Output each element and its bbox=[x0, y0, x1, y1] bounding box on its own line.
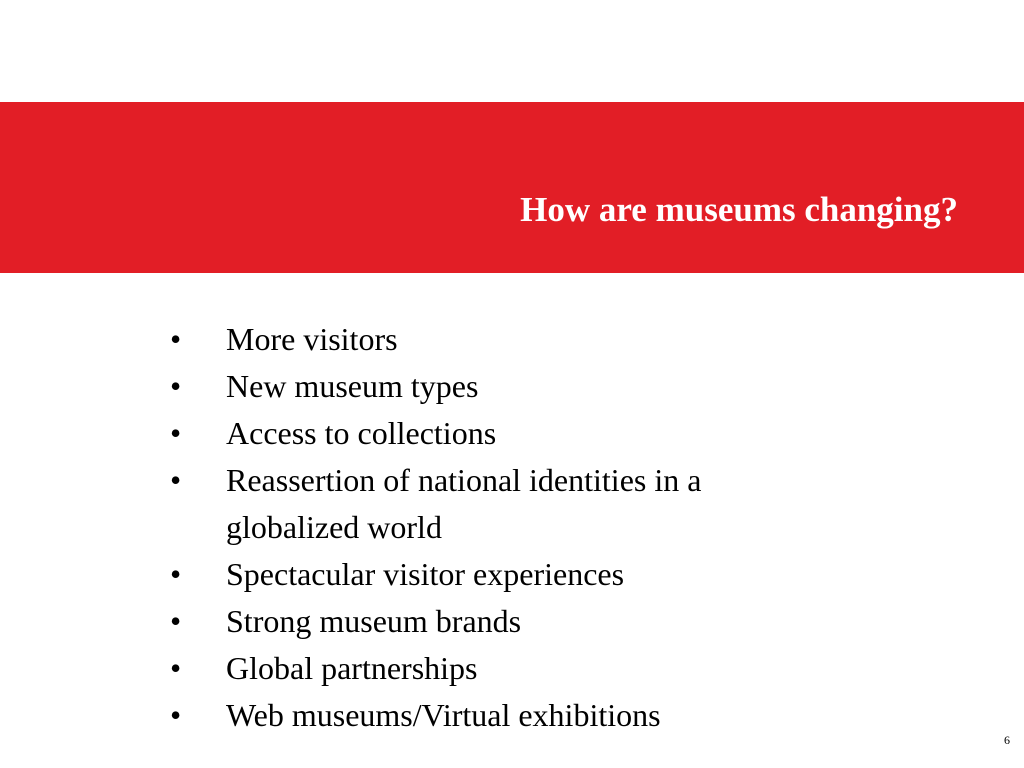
bullet-item bbox=[170, 316, 830, 363]
bullet-icon: • bbox=[170, 321, 182, 357]
bullet-text: New museum types bbox=[226, 368, 479, 404]
bullet-item bbox=[170, 457, 830, 551]
bullet-item bbox=[170, 645, 830, 692]
bullet-text: Access to collections bbox=[226, 415, 497, 451]
bullet-item bbox=[170, 692, 830, 739]
slide-title: How are museums changing? bbox=[520, 190, 958, 229]
bullet-icon: • bbox=[170, 415, 182, 451]
bullet-text: Strong museum brands bbox=[226, 603, 522, 639]
bullet-icon: • bbox=[170, 368, 182, 404]
bullet-icon: • bbox=[170, 603, 182, 639]
bullet-text: Web museums/Virtual exhibitions bbox=[226, 697, 661, 733]
bullet-icon: • bbox=[170, 462, 182, 498]
bullet-text: Global partnerships bbox=[226, 650, 478, 686]
bullet-icon: • bbox=[170, 556, 182, 592]
bullet-item bbox=[170, 363, 830, 410]
bullet-item bbox=[170, 551, 830, 598]
bullet-icon: • bbox=[170, 650, 182, 686]
bullet-item bbox=[170, 410, 830, 457]
bullet-icon: • bbox=[170, 697, 182, 733]
bullet-text: More visitors bbox=[226, 321, 398, 357]
bullet-item bbox=[170, 598, 830, 645]
page-number: 6 bbox=[1004, 733, 1010, 747]
bullet-text: Spectacular visitor experiences bbox=[226, 556, 625, 592]
bullet-list bbox=[170, 316, 830, 739]
bullet-text: Reassertion of national identities in a globalized world bbox=[226, 462, 702, 545]
